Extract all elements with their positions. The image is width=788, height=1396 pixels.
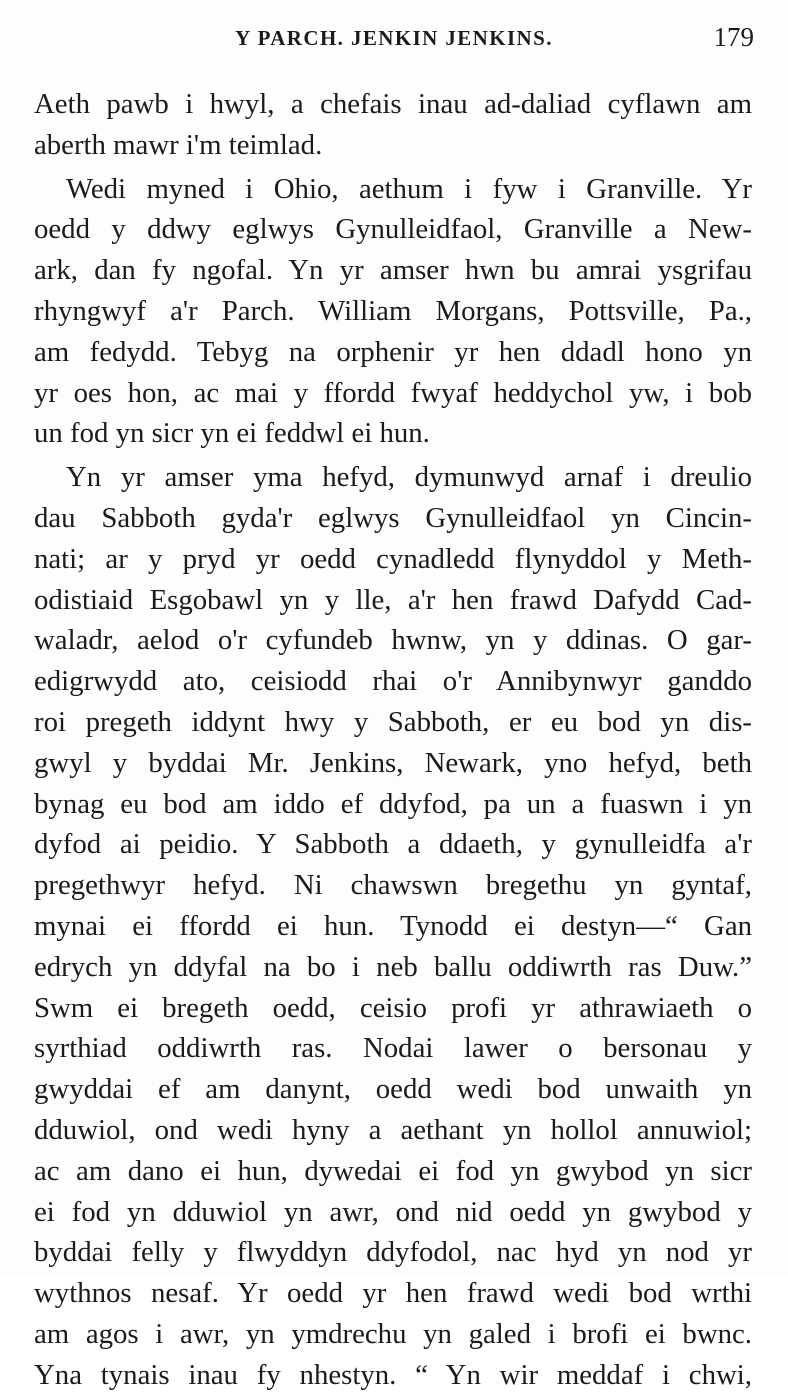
text-line: aberth mawr i'm teimlad. xyxy=(34,128,323,161)
text-line: byddai felly y flwyddyn ddyfodol, nac hyd yn nod yr xyxy=(34,1236,752,1269)
text-line: Swm ei bregeth oedd, ceisio profi yr athrawiaeth o xyxy=(34,991,752,1024)
text-line: edrych yn ddyfal na bo i neb ballu oddiwrth ras Duw.” xyxy=(34,950,752,983)
text-line: am fedydd. Tebyg na orphenir yr hen ddadl hono yn xyxy=(34,335,752,368)
text-line: oedd y ddwy eglwys Gynulleidfaol, Granville a New- xyxy=(34,213,752,246)
text-line: Wedi myned i Ohio, aethum i fyw i Granville. Yr xyxy=(66,172,752,205)
text-line: roi pregeth iddynt hwy y Sabboth, er eu bod yn dis- xyxy=(34,705,752,738)
text-line: mynai ei ffordd ei hun. Tynodd ei destyn—“ Gan xyxy=(34,909,752,942)
text-line: Yna tynais inau fy nhestyn. “ Yn wir meddaf i chwi, xyxy=(34,1358,752,1391)
text-line: syrthiad oddiwrth ras. Nodai lawer o bersonau y xyxy=(34,1032,752,1065)
running-head xyxy=(34,20,754,56)
text-line: odistiaid Esgobawl yn y lle, a'r hen frawd Dafydd Cad- xyxy=(34,583,752,616)
text-line: nati; ar y pryd yr oedd cynadledd flynyddol y Meth- xyxy=(34,542,752,575)
text-line: gwyl y byddai Mr. Jenkins, Newark, yno hefyd, beth xyxy=(34,746,752,779)
text-line: ei fod yn dduwiol yn awr, ond nid oedd yn gwybod y xyxy=(34,1195,752,1228)
text-line: ark, dan fy ngofal. Yn yr amser hwn bu amrai ysgrifau xyxy=(34,254,752,287)
text-line: un fod yn sicr yn ei feddwl ei hun. xyxy=(34,417,430,450)
text-line: dduwiol, ond wedi hyny a aethant yn hollol annuwiol; xyxy=(34,1113,752,1146)
text-line: pregethwyr hefyd. Ni chawswn bregethu yn gyntaf, xyxy=(34,869,752,902)
text-line: waladr, aelod o'r cyfundeb hwnw, yn y ddinas. O gar- xyxy=(34,624,752,657)
body-text xyxy=(34,84,752,1396)
text-line: edigrwydd ato, ceisiodd rhai o'r Annibynwyr ganddo xyxy=(34,665,752,698)
page-number: 179 xyxy=(713,22,754,52)
text-line: yr oes hon, ac mai y ffordd fwyaf heddychol yw, i bob xyxy=(34,376,752,409)
text-line: wythnos nesaf. Yr oedd yr hen frawd wedi bod wrthi xyxy=(34,1277,752,1310)
text-line: Yn yr amser yma hefyd, dymunwyd arnaf i dreulio xyxy=(66,461,752,494)
text-line: rhyngwyf a'r Parch. William Morgans, Pottsville, Pa., xyxy=(34,294,752,327)
text-line: Aeth pawb i hwyl, a chefais inau ad-daliad cyflawn am xyxy=(34,88,752,120)
text-line: gwyddai ef am danynt, oedd wedi bod unwaith yn xyxy=(34,1073,752,1106)
text-line: bynag eu bod am iddo ef ddyfod, pa un a fuaswn i yn xyxy=(34,787,752,820)
running-title: Y PARCH. JENKIN JENKINS. xyxy=(235,26,553,50)
text-line: ac am dano ei hun, dywedai ei fod yn gwybod yn sicr xyxy=(34,1154,752,1187)
text-line: dyfod ai peidio. Y Sabboth a ddaeth, y gynulleidfa a'r xyxy=(34,828,752,861)
text-line: dau Sabboth gyda'r eglwys Gynulleidfaol yn Cincin- xyxy=(34,501,752,534)
text-line: am agos i awr, yn ymdrechu yn galed i brofi ei bwnc. xyxy=(34,1317,752,1350)
